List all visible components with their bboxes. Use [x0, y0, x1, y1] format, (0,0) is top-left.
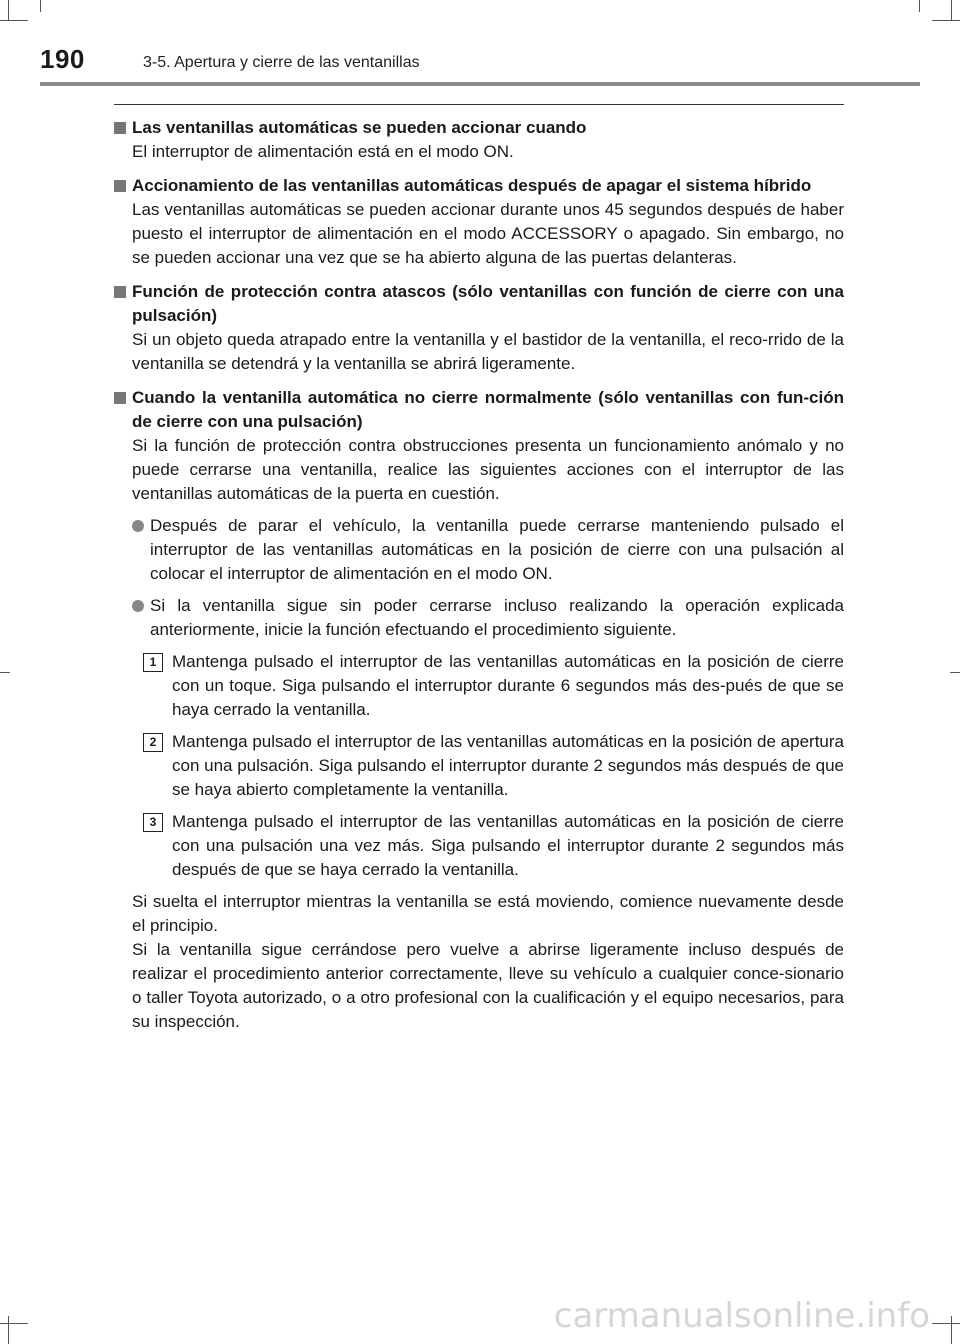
crop-mark [40, 0, 41, 12]
closing-paragraph: Si suelta el interruptor mientras la ventanilla se está moviendo, comience nuevamente desde el principio. [132, 892, 844, 935]
section [114, 174, 844, 270]
header-band [40, 82, 920, 86]
square-bullet-icon [114, 122, 126, 134]
section-body: Si un objeto queda atrapado entre la ventanilla y el bastidor de la ventanilla, el reco-rrido de la ventanilla se detendrá y la ventanilla se abrirá ligeramente. [132, 330, 844, 373]
section-body: Si la función de protección contra obstrucciones presenta un funcionamiento anómalo y no puede cerrarse una ventanilla, realice las siguientes acciones con el interruptor de las ventanillas automáticas de la puerta en cuestión. [132, 436, 844, 503]
round-bullet-icon [132, 600, 144, 612]
square-bullet-icon [114, 392, 126, 404]
watermark-logo: carmanualsonline.info [553, 1296, 930, 1336]
header-title: 3-5. Apertura y cierre de las ventanillas [143, 54, 420, 71]
crop-mark [0, 672, 10, 673]
section-heading: Las ventanillas automáticas se pueden accionar cuando [114, 116, 844, 140]
crop-mark [932, 20, 960, 21]
procedure-step [143, 650, 844, 722]
page-number: 190 [40, 44, 85, 74]
round-bullet-icon [132, 520, 144, 532]
crop-mark [919, 0, 920, 12]
crop-mark [0, 1323, 28, 1324]
list-item: Después de parar el vehículo, la ventanilla puede cerrarse manteniendo pulsado el interruptor de las ventanillas automáticas en la posición de cierre con una pulsación al colocar el interruptor de alimentación en el modo ON. [132, 514, 844, 586]
square-bullet-icon [114, 286, 126, 298]
step-text: Mantenga pulsado el interruptor de las ventanillas automáticas en la posición de apertura con una pulsación. Siga pulsando el interruptor durante 2 segundos más después de que se haya abierto completamente la ventanilla. [172, 732, 844, 799]
section-body: El interruptor de alimentación está en el modo ON. [132, 142, 514, 161]
crop-mark [8, 0, 9, 20]
section-body: Las ventanillas automáticas se pueden accionar durante unos 45 segundos después de haber puesto el interruptor de alimentación en el modo ACCESSORY o apagado. Sin embargo, no se pueden accionar una vez que se ha abierto alguna de las puertas delanteras. [132, 200, 844, 267]
step-text: Mantenga pulsado el interruptor de las ventanillas automáticas en la posición de cierre con una pulsación una vez más. Siga pulsando el interruptor durante 2 segundos más después de que se haya cerrado la ventanilla. [172, 812, 844, 879]
procedure-step [143, 810, 844, 882]
crop-mark [950, 672, 960, 673]
step-number-badge: 2 [143, 733, 163, 752]
section [114, 280, 844, 376]
square-bullet-icon [114, 180, 126, 192]
step-number-badge: 1 [143, 653, 163, 672]
closing-paragraph: Si la ventanilla sigue cerrándose pero vuelve a abrirse ligeramente incluso después de realizar el procedimiento anterior correctamente, lleve su vehículo a cualquier conce-sionario o taller Toyota autorizado, o a otro profesional con la cualificación y el equipo necesarios, para su inspección. [132, 940, 844, 1031]
section-heading: Accionamiento de las ventanillas automáticas después de apagar el sistema híbrido [114, 174, 844, 198]
crop-mark [932, 1323, 960, 1324]
step-text: Mantenga pulsado el interruptor de las ventanillas automáticas en la posición de cierre con un toque. Siga pulsando el interruptor durante 6 segundos más des-pués de que se haya cerrado la ventanilla. [172, 652, 844, 719]
closing-note [132, 890, 844, 1034]
crop-mark [951, 0, 952, 20]
crop-mark [0, 20, 28, 21]
step-number-badge: 3 [143, 813, 163, 832]
section [114, 386, 844, 1034]
list-item: Si la ventanilla sigue sin poder cerrarse incluso realizando la operación explicada anteriormente, inicie la función efectuando el procedimiento siguiente. [132, 594, 844, 642]
main-content [114, 116, 844, 1044]
procedure-step [143, 730, 844, 802]
top-rule [114, 104, 844, 105]
section [114, 116, 844, 164]
section-heading: Función de protección contra atascos (sólo ventanillas con función de cierre con una pulsación) [114, 280, 844, 328]
section-heading: Cuando la ventanilla automática no cierre normalmente (sólo ventanillas con fun-ción de cierre con una pulsación) [114, 386, 844, 434]
crop-mark [951, 1316, 952, 1344]
crop-mark [8, 1316, 9, 1344]
